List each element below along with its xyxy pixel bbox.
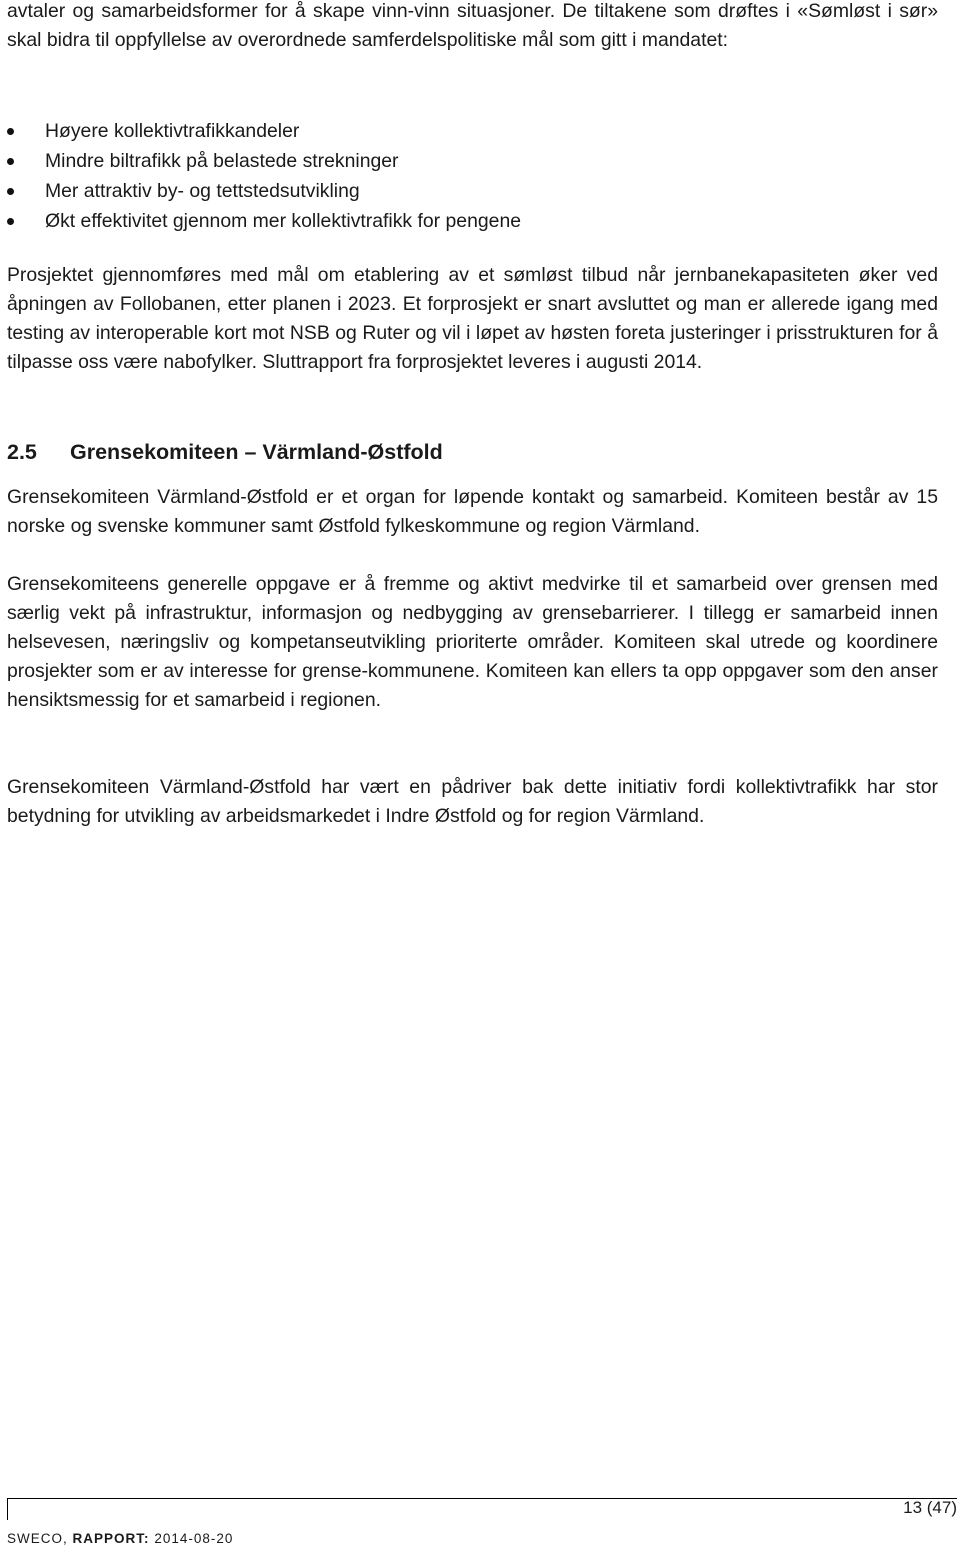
footer-company: SWECO, — [7, 1531, 68, 1546]
footer-report-info — [7, 1530, 233, 1548]
section-number: 2.5 — [7, 440, 37, 464]
list-item-text: Mindre biltrafikk på belastede strekninger — [45, 150, 399, 172]
page-number: 13 (47) — [903, 1498, 957, 1517]
bullet-icon — [7, 188, 14, 195]
footer-divider — [7, 1498, 957, 1499]
footer-divider-tick — [7, 1498, 8, 1520]
list-item-text: Høyere kollektivtrafikkandeler — [45, 120, 300, 142]
project-paragraph: Prosjektet gjennomføres med mål om etablering av et sømløst tilbud når jernbanekapasiteten øker ved åpningen av Follobanen, etter planen i 2023. Et forprosjekt er snart avsluttet og man er allerede igang med testing av interoperable kort mot NSB og Ruter og vil i løpet av høsten foreta justeringer i prisstrukturen for å tilpasse oss være nabofylker. Sluttrapport fra forprosjektet leveres i augusti 2014. — [7, 264, 938, 373]
bullet-icon — [7, 218, 14, 225]
body-paragraph: Grensekomiteen Värmland-Østfold er et organ for løpende kontakt og samarbeid. Komiteen består av 15 norske og svenske kommuner samt Østfold fylkeskommune og region Värmland. — [7, 486, 938, 537]
list-item — [0, 176, 900, 206]
footer-report-label: RAPPORT: — [72, 1531, 150, 1546]
section-heading — [7, 437, 443, 467]
footer-date: 2014-08-20 — [154, 1531, 234, 1546]
bullet-icon — [7, 128, 14, 135]
intro-paragraph: avtaler og samarbeidsformer for å skape vinn-vinn situasjoner. De tiltakene som drøftes i «Sømløst i sør» skal bidra til oppfyllelse av overordnede samferdelspolitiske mål som gitt i mandatet: — [7, 0, 938, 51]
list-item — [0, 116, 900, 146]
body-paragraph: Grensekomiteen Värmland-Østfold har vært en pådriver bak dette initiativ fordi kollektivtrafikk har stor betydning for utvikling av arbeidsmarkedet i Indre Østfold og for region Värmland. — [7, 776, 938, 827]
goals-bullet-list — [0, 116, 900, 236]
list-item — [0, 206, 900, 236]
list-item-text: Økt effektivitet gjennom mer kollektivtrafikk for pengene — [45, 210, 522, 232]
body-paragraph: Grensekomiteens generelle oppgave er å fremme og aktivt medvirke til et samarbeid over grensen med særlig vekt på infrastruktur, informasjon og nedbygging av grensebarrierer. I tillegg er samarbeid innen helsevesen, næringsliv og kompetanseutvikling prioriterte områder. Komiteen skal utrede og koordinere prosjekter som er av interesse for grense-kommunene. Komiteen kan ellers ta opp oppgaver som den anser hensiktsmessig for et samarbeid i regionen. — [7, 573, 938, 711]
section-title: Grensekomiteen – Värmland-Østfold — [70, 440, 443, 464]
bullet-icon — [7, 158, 14, 165]
list-item-text: Mer attraktiv by- og tettstedsutvikling — [45, 180, 360, 202]
list-item — [0, 146, 900, 176]
